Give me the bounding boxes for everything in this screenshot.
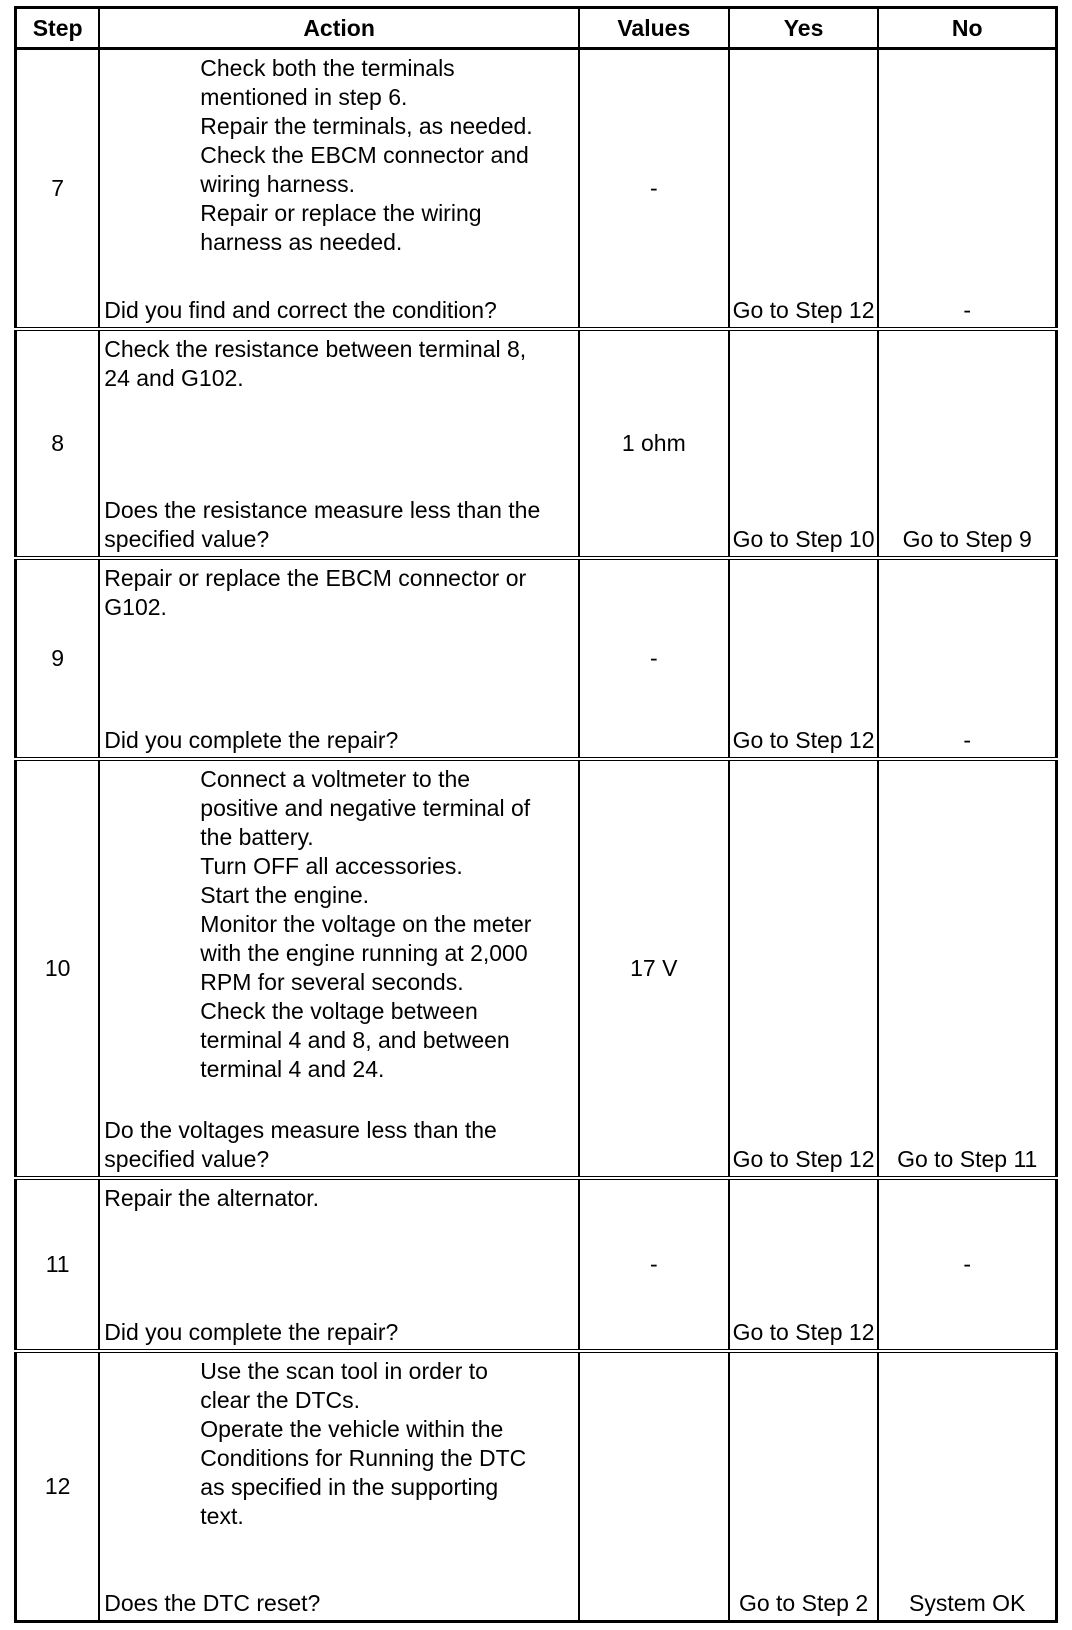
action-line: harness as needed. <box>200 229 403 255</box>
no-cell: System OK <box>878 1351 1056 1622</box>
action-line: RPM for several seconds. <box>200 969 464 996</box>
action-cell <box>99 558 579 759</box>
table-row <box>16 1351 1057 1622</box>
yes-cell: Go to Step 12 <box>729 558 879 759</box>
action-line: Repair or replace the EBCM connector or <box>104 564 527 591</box>
action-cell <box>99 1178 579 1351</box>
action-cell <box>99 49 579 330</box>
action-line: Use the scan tool in order to <box>200 1357 488 1384</box>
step-number: 12 <box>16 1351 100 1622</box>
action-question: Did you find and correct the condition? <box>104 297 497 324</box>
table-row <box>16 329 1057 558</box>
value-cell: - <box>579 49 729 330</box>
yes-cell: Go to Step 12 <box>729 759 879 1178</box>
value-cell: 17 V <box>579 759 729 1178</box>
action-line: terminal 4 and 24. <box>200 1056 385 1083</box>
action-line: with the engine running at 2,000 <box>200 940 528 967</box>
no-cell: - <box>878 1178 1056 1351</box>
action-line: positive and negative terminal of <box>200 795 531 822</box>
no-cell: - <box>878 558 1056 759</box>
action-line: Check the voltage between <box>200 998 478 1025</box>
value-cell <box>579 1351 729 1622</box>
action-cell <box>99 759 579 1178</box>
action-question: Did you complete the repair? <box>104 727 399 754</box>
step-number: 10 <box>16 759 100 1178</box>
value-cell: 1 ohm <box>579 329 729 558</box>
action-line: terminal 4 and 8, and between <box>200 1027 510 1054</box>
header-row <box>16 8 1057 49</box>
action-question: Do the voltages measure less than the specified value? <box>104 1117 497 1173</box>
action-line: Start the engine. <box>200 882 370 909</box>
step-number: 8 <box>16 329 100 558</box>
table-row <box>16 1178 1057 1351</box>
action-question: Does the DTC reset? <box>104 1590 321 1616</box>
action-line: clear the DTCs. <box>200 1386 361 1413</box>
action-line: the battery. <box>200 824 314 851</box>
step-number: 11 <box>16 1178 100 1351</box>
no-cell: Go to Step 9 <box>878 329 1056 558</box>
action-line: Check the EBCM connector and <box>200 142 529 168</box>
action-question: Does the resistance measure less than the specified value? <box>104 496 541 552</box>
action-line: Operate the vehicle within the <box>200 1415 504 1442</box>
header-action: Action <box>99 8 579 49</box>
action-line: mentioned in step 6. <box>200 84 408 110</box>
table-row <box>16 759 1057 1178</box>
action-line: Conditions for Running the DTC <box>200 1444 527 1471</box>
action-cell <box>99 329 579 558</box>
header-step: Step <box>16 8 100 49</box>
action-line: Repair the alternator. <box>104 1185 320 1212</box>
action-line: Repair the terminals, as needed. <box>200 113 533 139</box>
value-cell: - <box>579 558 729 759</box>
action-steps <box>104 335 574 393</box>
action-line: Check both the terminals <box>200 55 455 81</box>
action-steps <box>104 564 574 622</box>
action-line: Repair or replace the wiring <box>200 200 482 226</box>
header-no: No <box>878 8 1056 49</box>
action-line: Connect a voltmeter to the <box>200 766 471 793</box>
action-line: wiring harness. <box>200 171 355 197</box>
header-values: Values <box>579 8 729 49</box>
action-line: 24 and G102. <box>104 365 244 392</box>
table-row <box>16 558 1057 759</box>
step-number: 9 <box>16 558 100 759</box>
yes-cell: Go to Step 12 <box>729 1178 879 1351</box>
action-steps <box>104 54 574 257</box>
yes-cell: Go to Step 2 <box>729 1351 879 1622</box>
action-steps <box>104 1357 574 1531</box>
value-cell: - <box>579 1178 729 1351</box>
action-line: Check the resistance between terminal 8, <box>104 336 527 363</box>
table-row <box>16 49 1057 330</box>
action-line: Monitor the voltage on the meter <box>200 911 532 938</box>
action-question: Did you complete the repair? <box>104 1318 399 1345</box>
diagnostic-table <box>14 6 1058 1623</box>
action-steps <box>104 765 574 1084</box>
step-number: 7 <box>16 49 100 330</box>
action-cell <box>99 1351 579 1622</box>
yes-cell: Go to Step 10 <box>729 329 879 558</box>
action-line: text. <box>200 1502 244 1529</box>
no-cell: - <box>878 49 1056 330</box>
action-line: as specified in the supporting <box>200 1473 499 1500</box>
action-line: Turn OFF all accessories. <box>200 853 463 880</box>
yes-cell: Go to Step 12 <box>729 49 879 330</box>
header-yes: Yes <box>729 8 879 49</box>
action-line: G102. <box>104 593 167 620</box>
action-steps <box>104 1184 574 1213</box>
no-cell: Go to Step 11 <box>878 759 1056 1178</box>
